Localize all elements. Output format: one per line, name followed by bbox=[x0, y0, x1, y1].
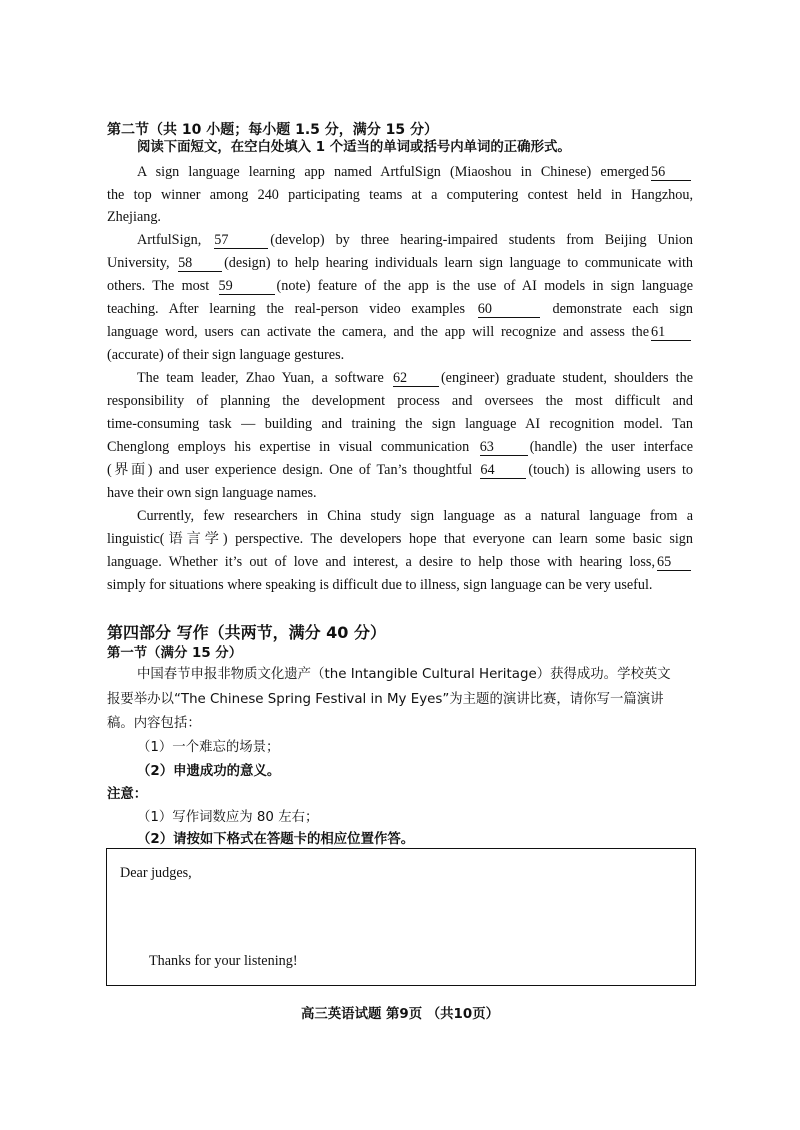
page-footer: 高三英语试题 第9页 （共10页） bbox=[301, 1007, 499, 1022]
p3-line3: time-consuming task — building and training the sign language AI recognition model. Tan bbox=[107, 416, 693, 432]
p2-line4: teaching. After learning the real-person video examples 60 demonstrate each sign bbox=[107, 301, 694, 317]
note-label: 注意： bbox=[107, 787, 148, 802]
prompt-line1: 中国春节申报非物质文化遗产（the Intangible Cultural Heritage）获得成功。学校英文 bbox=[137, 667, 671, 682]
p4-line3: language. Whether it’s out of love and interest, a desire to help those with hearing loss, 65 bbox=[107, 552, 693, 572]
blank-58[interactable]: 58 bbox=[178, 255, 222, 272]
p4-line4: simply for situations where speaking is difficult due to illness, sign language can be very useful. bbox=[107, 577, 653, 593]
answer-format-box bbox=[106, 848, 696, 986]
blank-65[interactable]: 65 bbox=[657, 554, 691, 571]
p1-line1: A sign language learning app named ArtfulSign (Miaoshou in Chinese) emerged 56 bbox=[137, 162, 693, 182]
note-item2: （2）请按如下格式在答题卡的相应位置作答。 bbox=[137, 832, 415, 847]
p3-line6: have their own sign language names. bbox=[107, 485, 317, 501]
prompt-line2: 报要举办以“The Chinese Spring Festival in My Eyes”为主题的演讲比赛，请你写一篇演讲 bbox=[107, 692, 664, 707]
blank-62[interactable]: 62 bbox=[393, 370, 439, 387]
box-closing: Thanks for your listening! bbox=[149, 953, 298, 969]
p3-line1: The team leader, Zhao Yuan, a software 62 (engineer) graduate student, shoulders the bbox=[137, 370, 693, 386]
part4-subtitle: 第一节（满分 15 分） bbox=[107, 646, 243, 661]
p2-line5: language word, users can activate the camera, and the app will recognize and assess the 61 bbox=[107, 322, 693, 342]
p3-line5: (界面) and user experience design. One of Tan’s thoughtful 64 (touch) is allowing users to bbox=[107, 462, 694, 478]
p4-line2: linguistic(语言学) perspective. The developers hope that everyone can learn some basic sign bbox=[107, 531, 693, 547]
blank-59[interactable]: 59 bbox=[219, 278, 275, 295]
blank-63[interactable]: 63 bbox=[480, 439, 528, 456]
content-point2: （2）申遗成功的意义。 bbox=[137, 764, 281, 779]
blank-56[interactable]: 56 bbox=[651, 164, 691, 181]
prompt-line3: 稿。内容包括： bbox=[107, 716, 201, 731]
part4-title: 第四部分 写作（共两节，满分 40 分） bbox=[107, 623, 386, 642]
p1-line2: the top winner among 240 participating teams at a computering contest held in Hangzhou, bbox=[107, 187, 693, 203]
p1-line3: Zhejiang. bbox=[107, 209, 161, 225]
box-greeting: Dear judges, bbox=[120, 865, 192, 881]
blank-61[interactable]: 61 bbox=[651, 324, 691, 341]
p2-line1: ArtfulSign, 57 (develop) by three hearing-impaired students from Beijing Union bbox=[137, 232, 694, 248]
p2-line2: University, 58 (design) to help hearing individuals learn sign language to communicate with bbox=[107, 255, 693, 271]
section2-title: 第二节（共 10 小题；每小题 1.5 分，满分 15 分） bbox=[107, 122, 439, 138]
p2-line3: others. The most 59 (note) feature of the app is the use of AI models in sign language bbox=[107, 278, 693, 294]
blank-60[interactable]: 60 bbox=[478, 301, 540, 318]
section2-instruction: 阅读下面短文，在空白处填入 1 个适当的单词或括号内单词的正确形式。 bbox=[137, 140, 571, 155]
p3-line2: responsibility of planning the development process and oversees the most difficult and bbox=[107, 393, 693, 409]
note-item1: （1）写作词数应为 80 左右； bbox=[137, 810, 319, 825]
blank-57[interactable]: 57 bbox=[214, 232, 268, 249]
content-point1: （1）一个难忘的场景； bbox=[137, 740, 280, 755]
p4-line1: Currently, few researchers in China study sign language as a natural language from a bbox=[137, 508, 693, 524]
p2-line6: (accurate) of their sign language gestures. bbox=[107, 347, 345, 363]
p3-line4: Chenglong employs his expertise in visual communication 63 (handle) the user interface bbox=[107, 439, 693, 455]
blank-64[interactable]: 64 bbox=[480, 462, 526, 479]
